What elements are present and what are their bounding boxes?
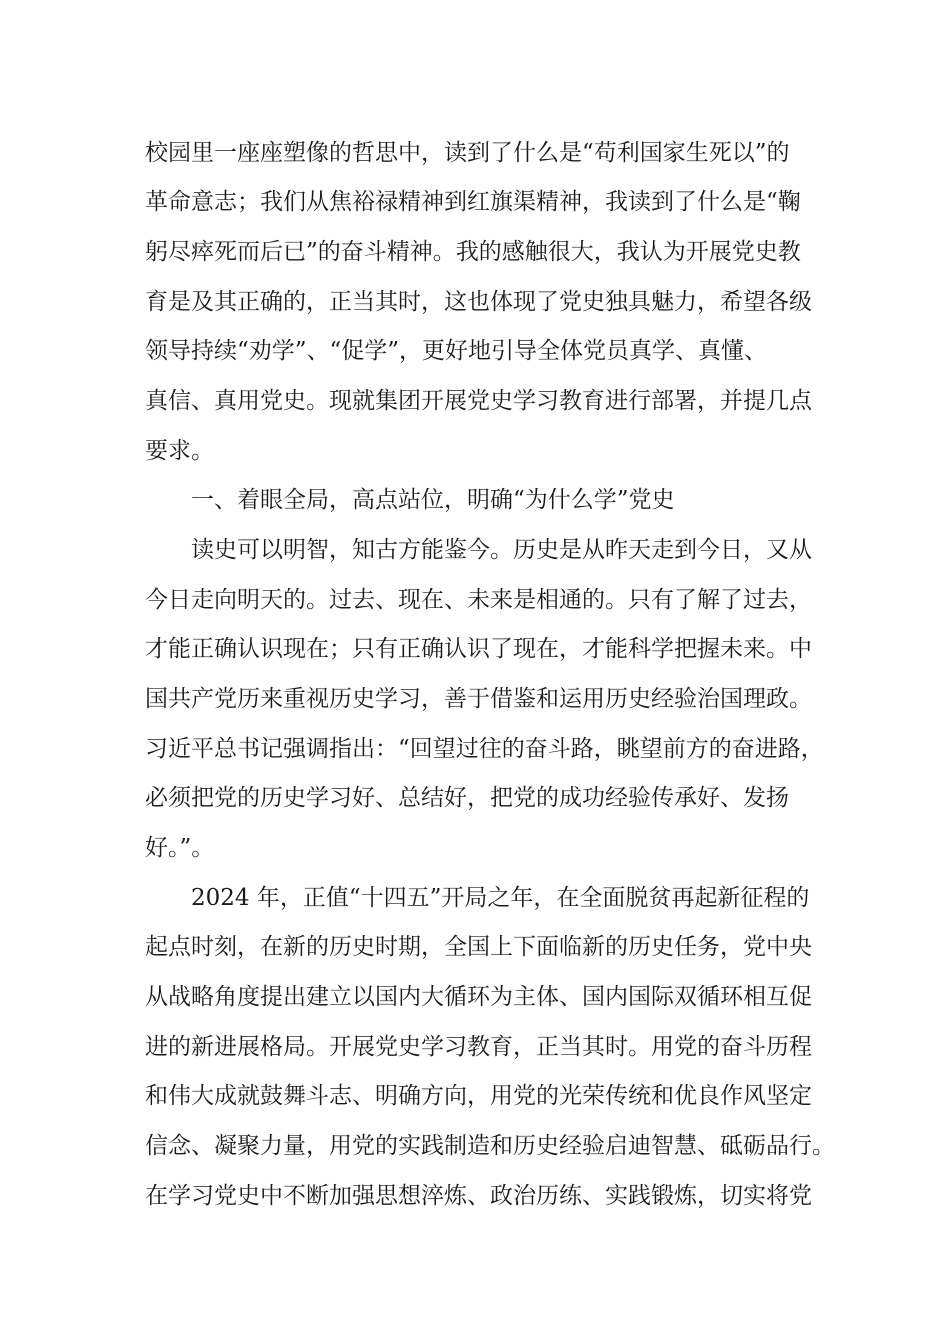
- text-line: 和伟大成就鼓舞斗志、明确方向，用党的光荣传统和优良作风坚定: [145, 1083, 812, 1109]
- section-heading: 一、着眼全局，高点站位，明确“为什么学”党史: [191, 487, 675, 513]
- text-line: 读史可以明智，知古方能鉴今。历史是从昨天走到今日，又从: [191, 537, 812, 563]
- text-line: 在学习党史中不断加强思想淬炼、政治历练、实践锻炼，切实将党: [145, 1183, 812, 1209]
- text-line: 育是及其正确的，正当其时，这也体现了党史独具魅力，希望各级: [145, 289, 812, 315]
- text-line: 从战略角度提出建立以国内大循环为主体、国内国际双循环相互促: [145, 984, 812, 1010]
- text-line: 习近平总书记强调指出：“回望过往的奋斗路，眺望前方的奋进路，: [145, 736, 824, 762]
- text-line: 躬尽瘁死而后已”的奋斗精神。我的感触很大，我认为开展党史教: [145, 239, 801, 265]
- text-line: 进的新进展格局。开展党史学习教育，正当其时。用党的奋斗历程: [145, 1034, 812, 1060]
- text-line: 好。”。: [145, 835, 215, 861]
- text-line: 信念、凝聚力量，用党的实践制造和历史经验启迪智慧、砥砺品行。: [145, 1133, 835, 1159]
- text-line: 起点时刻，在新的历史时期，全国上下面临新的历史任务，党中央: [145, 934, 812, 960]
- text-line: 必须把党的历史学习好、总结好，把党的成功经验传承好、发扬: [145, 785, 789, 811]
- text-line: 校园里一座座塑像的哲思中，读到了什么是“苟利国家生死以”的: [145, 140, 790, 166]
- text-line: 领导持续“劝学”、“促学”，更好地引导全体党员真学、真懂、: [145, 338, 768, 364]
- text-line: 今日走向明天的。过去、现在、未来是相通的。只有了解了过去，: [145, 587, 812, 613]
- text-line: 才能正确认识现在；只有正确认识了现在，才能科学把握未来。中: [145, 636, 812, 662]
- text-line: 2024 年，正值“十四五”开局之年，在全面脱贫再起新征程的: [191, 885, 810, 911]
- text-line: 真信、真用党史。现就集团开展党史学习教育进行部署，并提几点: [145, 388, 812, 414]
- text-line: 要求。: [145, 438, 214, 464]
- text-line: 国共产党历来重视历史学习，善于借鉴和运用历史经验治国理政。: [145, 686, 812, 712]
- text-line: 革命意志；我们从焦裕禄精神到红旗渠精神，我读到了什么是“鞠: [145, 189, 801, 215]
